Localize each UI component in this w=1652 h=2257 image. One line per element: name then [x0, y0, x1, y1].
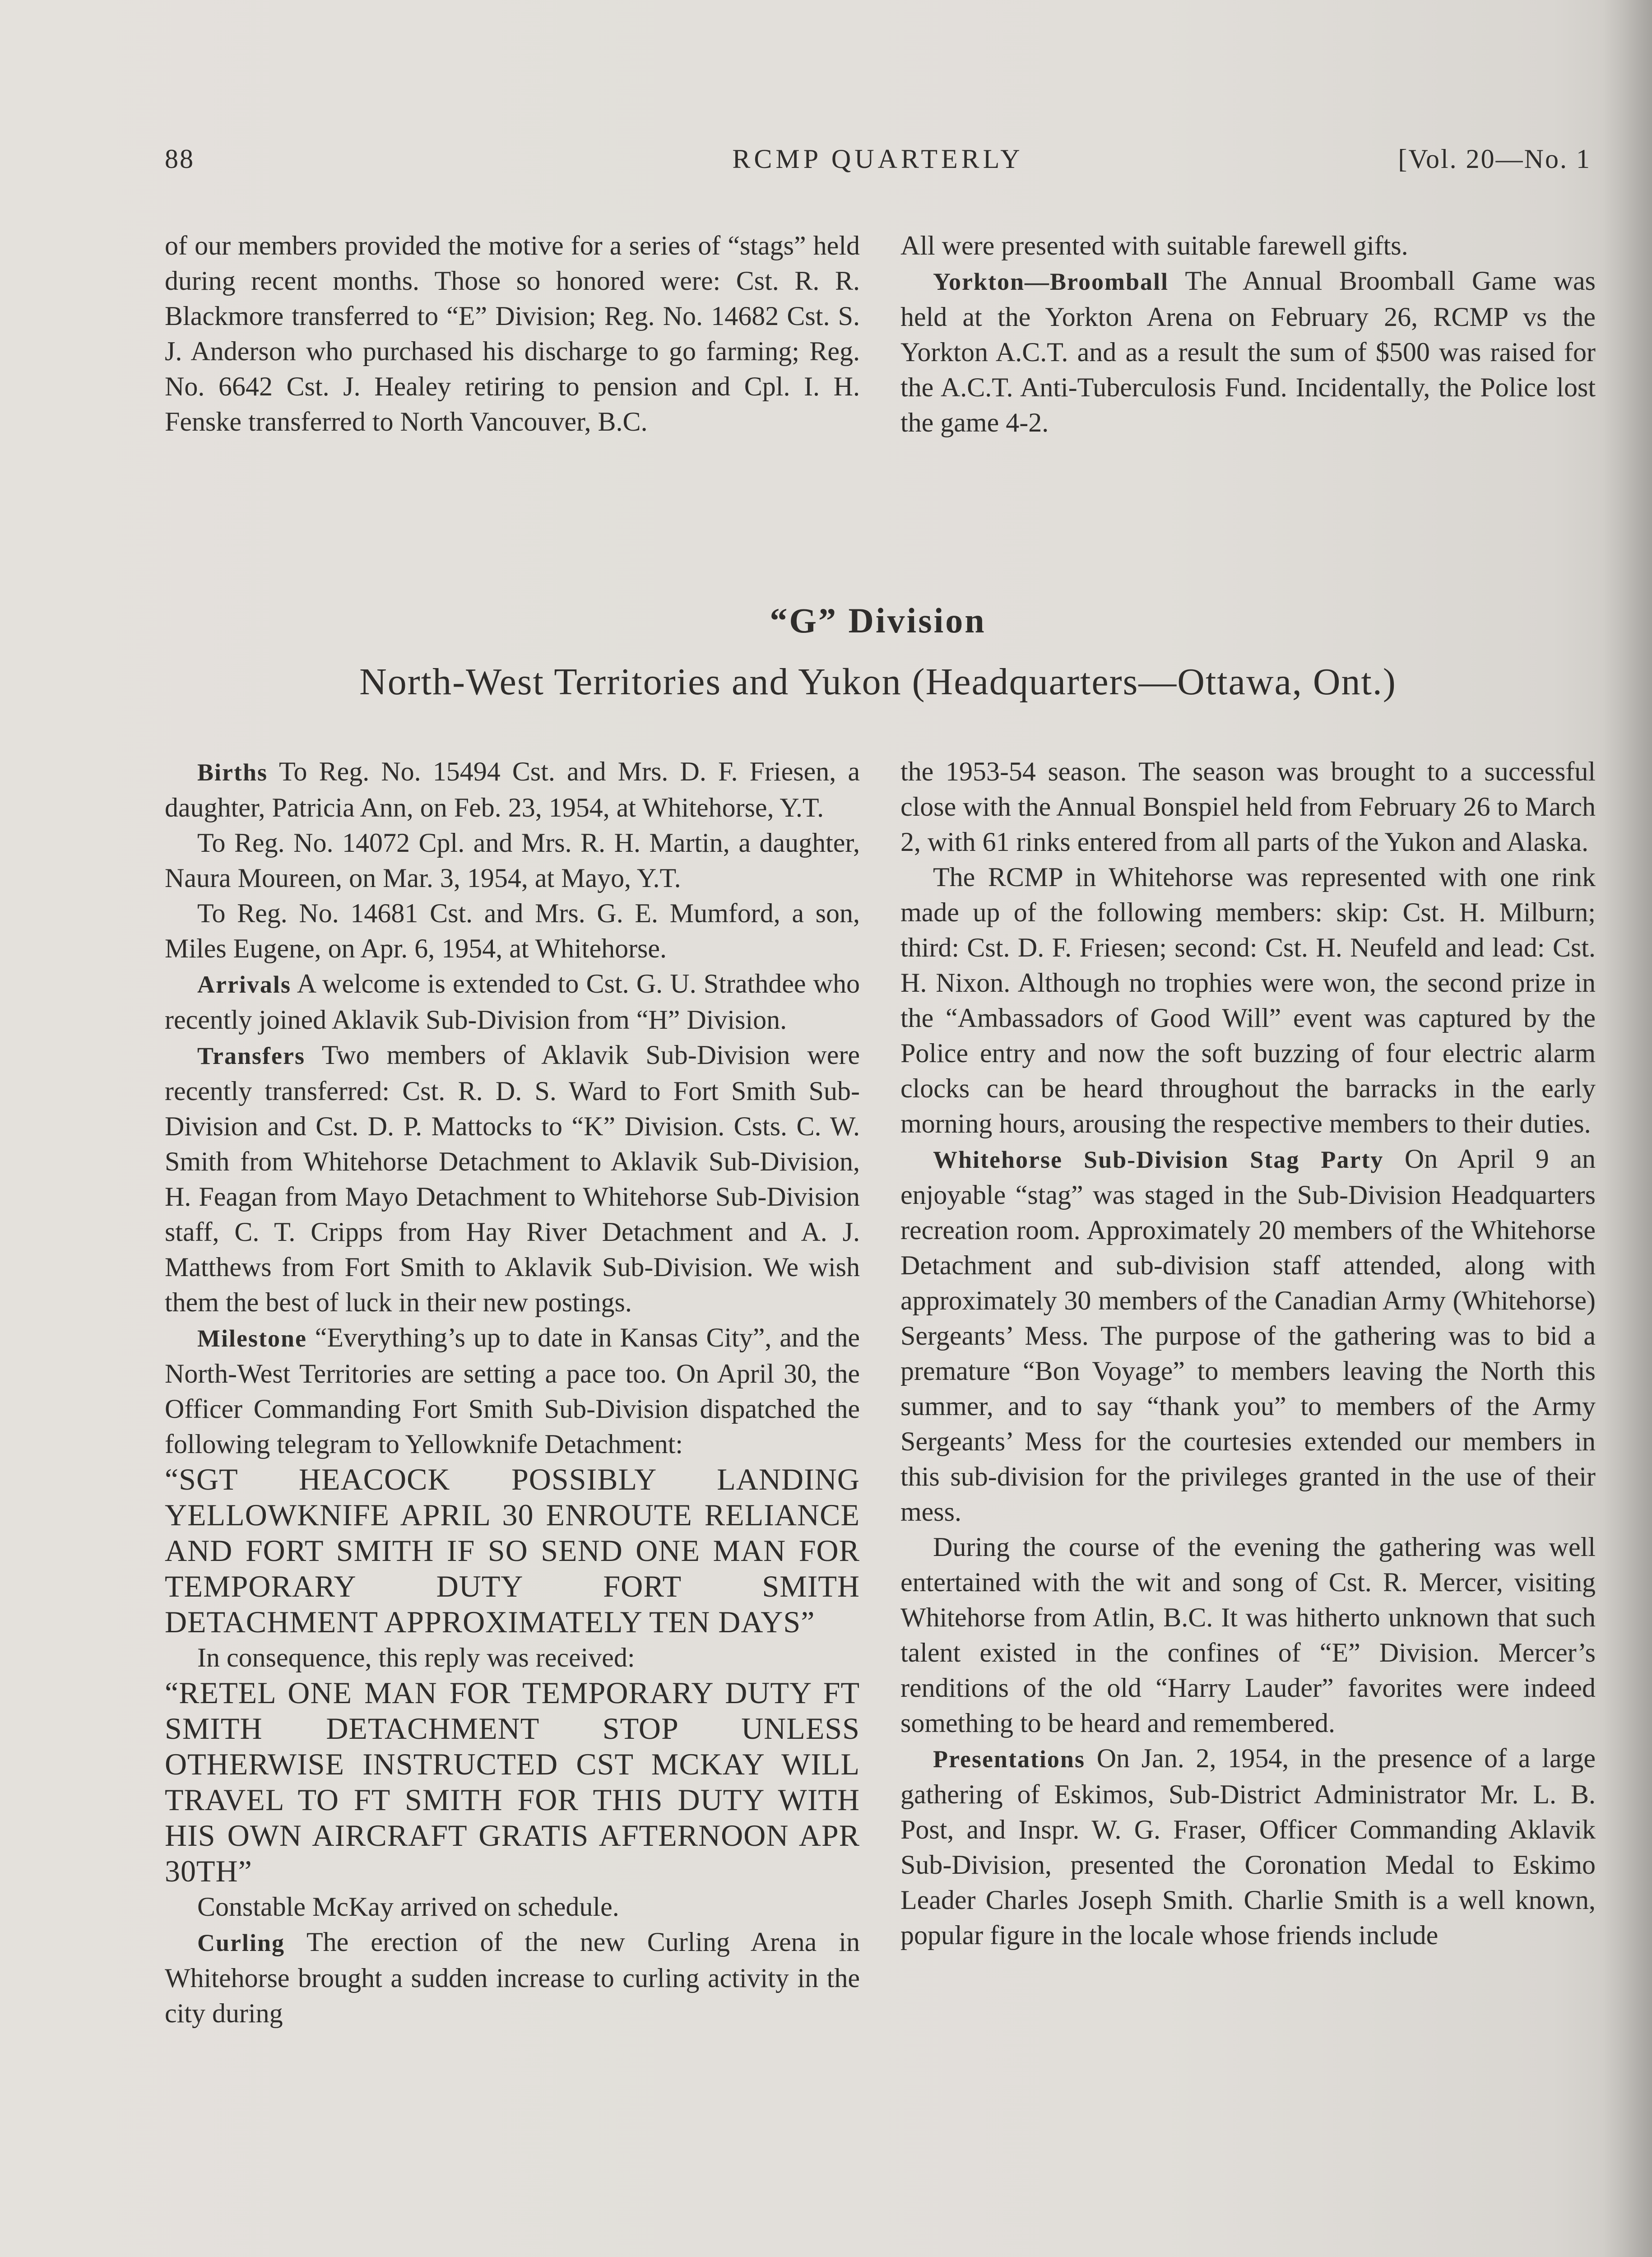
- run-in-heading: Yorkton—Broomball: [933, 268, 1169, 295]
- section-title: “G” Division: [770, 601, 986, 640]
- paragraph-milestone: [165, 1320, 860, 1462]
- telegram-text: “RETEL ONE MAN FOR TEMPORARY DUTY FT SMITH DETACHMENT STOP UNLESS OTHERWISE INSTRUCTED CST MCKAY WILL TRAVEL TO FT SMITH FOR THIS DUTY WITH HIS OWN AIRCRAFT GRATIS AFTERNOON APR 30TH”: [165, 1676, 860, 1888]
- paragraph-text: On Jan. 2, 1954, in the presence of a large gathering of Eskimos, Sub-District Administrator Mr. L. B. Post, and Inspr. W. G. Fraser, Officer Commanding Aklavik Sub-Division, presented the Coronation Medal to Eskimo Leader Charles Joseph Smith. Charlie Smith is a well known, popular figure in the locale whose friends include: [900, 1743, 1596, 1950]
- paragraph: All were presented with suitable farewell gifts.: [900, 231, 1408, 260]
- bottom-right-column: [900, 754, 1596, 1953]
- paragraph-presentations: [900, 1741, 1596, 1953]
- run-in-heading: Curling: [197, 1929, 285, 1956]
- paragraph: In consequence, this reply was received:: [197, 1643, 635, 1672]
- publication-title: RCMP QUARTERLY: [732, 144, 1024, 174]
- paragraph: Constable McKay arrived on schedule.: [197, 1892, 619, 1922]
- top-left-column: [165, 228, 860, 439]
- paragraph-arrivals: [165, 966, 860, 1037]
- paragraph-births: [165, 754, 860, 825]
- paragraph-text: The Annual Broomball Game was held at the Yorkton Arena on February 26, RCMP vs the Yorkton A.C.T. and as a result the sum of $500 was raised for the A.C.T. Anti-Tuberculosis Fund. Incidentally, the Police lost the game 4-2.: [900, 266, 1596, 437]
- run-in-heading: Whitehorse Sub-Division Stag Party: [933, 1146, 1384, 1173]
- paragraph: To Reg. No. 14681 Cst. and Mrs. G. E. Mumford, a son, Miles Eugene, on Apr. 6, 1954, at Whitehorse.: [165, 898, 860, 963]
- paragraph-text: The erection of the new Curling Arena in Whitehorse brought a sudden increase to curling activity in the city during: [165, 1927, 860, 2028]
- running-header: [165, 144, 1591, 180]
- page-edge-shadow: [1602, 0, 1652, 2257]
- bottom-left-column: [165, 754, 860, 2031]
- run-in-heading: Transfers: [197, 1042, 305, 1069]
- paragraph-text: Two members of Aklavik Sub-Division were recently transferred: Cst. R. D. S. Ward to Fort Smith Sub-Division and Cst. D. P. Mattocks to “K” Division. Csts. C. W. Smith from Whitehorse Detachment to Aklavik Sub-Division, H. Feagan from Mayo Detachment to Whitehorse Sub-Division staff, C. T. Cripps from Hay River Detachment and A. J. Matthews from Fort Smith to Aklavik Sub-Division. We wish them the best of luck in their new postings.: [165, 1040, 860, 1317]
- paragraph-transfers: [165, 1037, 860, 1320]
- paragraph-text: On April 9 an enjoyable “stag” was staged in the Sub-Division Headquarters recreation room. Approximately 20 members of the Whitehorse Detachment and sub-division staff attended, along with approximately 30 members of the Canadian Army (Whitehorse) Sergeants’ Mess. The purpose of the gathering was to bid a premature “Bon Voyage” to members leaving the North this summer, and to say “thank you” to members of the Army Sergeants’ Mess for the courtesies extended our members in this sub-division for the privileges granted in the use of their mess.: [900, 1144, 1596, 1527]
- paragraph: During the course of the evening the gathering was well entertained with the wit and song of Cst. R. Mercer, visiting Whitehorse from Atlin, B.C. It was hitherto unknown that such talent existed in the confines of “E” Division. Mercer’s renditions of the old “Harry Lauder” favorites were indeed something to be heard and remembered.: [900, 1532, 1596, 1738]
- top-right-column: [900, 228, 1596, 440]
- run-in-heading: Milestone: [197, 1325, 307, 1352]
- paragraph: of our members provided the motive for a series of “stags” held during recent months. Those so honored were: Cst. R. R. Blackmore transferred to “E” Division; Reg. No. 14682 Cst. S. J. Anderson who purchased his discharge to go farming; Reg. No. 6642 Cst. J. Healey retiring to pension and Cpl. I. H. Fenske transferred to North Vancouver, B.C.: [165, 231, 860, 437]
- paragraph-curling: [165, 1924, 860, 2031]
- paragraph-text: “Everything’s up to date in Kansas City”, and the North-West Territories are setting a pace too. On April 30, the Officer Commanding Fort Smith Sub-Division dispatched the following telegram to Yellowknife Detachment:: [165, 1323, 860, 1459]
- paragraph-text: To Reg. No. 15494 Cst. and Mrs. D. F. Friesen, a daughter, Patricia Ann, on Feb. 23, 1954, at Whitehorse, Y.T.: [165, 757, 860, 822]
- section-subtitle: North-West Territories and Yukon (Headquarters—Ottawa, Ont.): [359, 661, 1397, 703]
- paragraph-stag-party: [900, 1141, 1596, 1529]
- run-in-heading: Births: [197, 759, 268, 786]
- volume-number: [Vol. 20—No. 1: [1398, 144, 1591, 174]
- run-in-heading: Presentations: [933, 1746, 1085, 1773]
- paragraph-yorkton: [900, 263, 1596, 440]
- paragraph: The RCMP in Whitehorse was represented with one rink made up of the following members: skip: Cst. H. Milburn; third: Cst. D. F. Friesen; second: Cst. H. Neufeld and lead: Cst. H. Nixon. Although no trophies were won, the second prize in the “Ambassadors of Good Will” event was captured by the Police entry and now the soft buzzing of four electric alarm clocks can be heard throughout the barracks in the early morning hours, arousing the respective members to their duties.: [900, 862, 1596, 1138]
- paragraph: To Reg. No. 14072 Cpl. and Mrs. R. H. Martin, a daughter, Naura Moureen, on Mar. 3, 1954, at Mayo, Y.T.: [165, 828, 860, 893]
- paragraph: the 1953-54 season. The season was brought to a successful close with the Annual Bonspiel held from February 26 to March 2, with 61 rinks entered from all parts of the Yukon and Alaska.: [900, 757, 1596, 857]
- run-in-heading: Arrivals: [197, 971, 291, 998]
- page-number: 88: [165, 144, 195, 174]
- telegram-text: “SGT HEACOCK POSSIBLY LANDING YELLOWKNIFE APRIL 30 ENROUTE RELIANCE AND FORT SMITH IF SO SEND ONE MAN FOR TEMPORARY DUTY FORT SMITH DETACHMENT APPROXIMATELY TEN DAYS”: [165, 1462, 860, 1639]
- paragraph-text: A welcome is extended to Cst. G. U. Strathdee who recently joined Aklavik Sub-Division from “H” Division.: [165, 969, 860, 1035]
